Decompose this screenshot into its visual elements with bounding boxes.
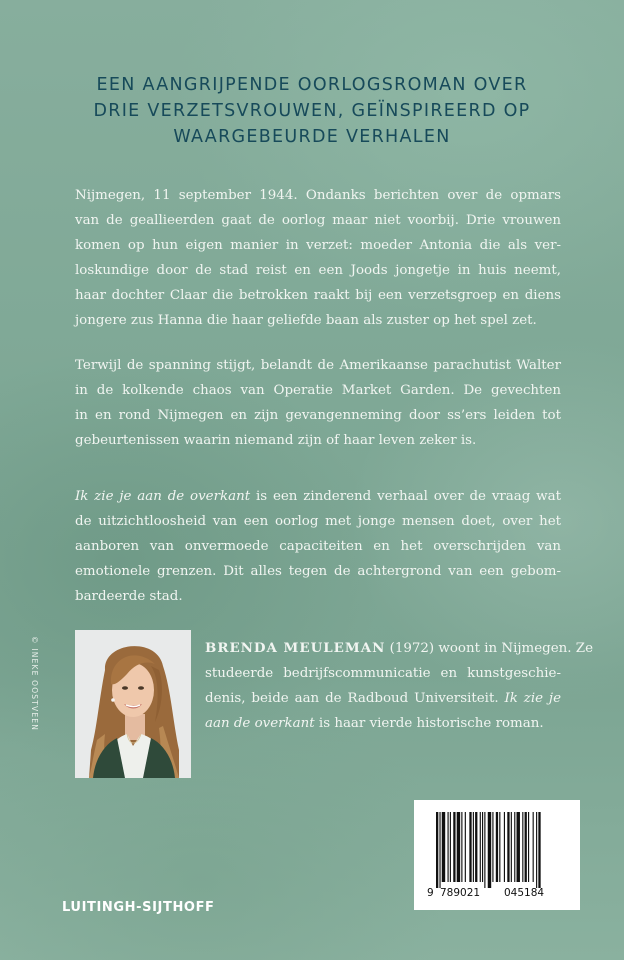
- barcode-bar: [448, 812, 449, 882]
- photo-credit: [27, 636, 41, 786]
- blurb-paragraph-1: [75, 183, 561, 333]
- tagline-line: DRIE VERZETSVROUWEN, GEÏNSPIREERD OP: [93, 101, 531, 121]
- barcode-bar: [528, 812, 529, 882]
- barcode-bar: [436, 812, 438, 888]
- barcode-bar: [533, 812, 534, 882]
- bio-line: studeerde bedrijfscommunicatie en kunstgeschie-: [205, 666, 561, 681]
- book-title: Ik zie je: [504, 691, 561, 706]
- barcode-bar: [473, 812, 474, 882]
- bio-line: [205, 636, 594, 661]
- blurb-line: [75, 484, 561, 509]
- blurb-line: de uitzichtloosheid van een oorlog met jonge mensen doet, over het: [75, 514, 561, 529]
- author-portrait-image: [75, 630, 191, 778]
- barcode-bar: [488, 812, 491, 888]
- barcode-bar: [457, 812, 460, 882]
- isbn-group-2: 045184: [504, 887, 545, 899]
- barcode-bar: [514, 812, 515, 882]
- barcode-bar: [442, 812, 445, 882]
- blurb-line: haar dochter Claar die betrokken raakt bij een verzetsgroep en diens: [75, 288, 561, 303]
- isbn-lead-digit: 9: [427, 887, 434, 899]
- blurb-line: loskundige door de stad reist en een Joods jongetje in huis neemt,: [75, 263, 561, 278]
- blurb-line: Terwijl de spanning stijgt, belandt de Amerikaanse parachutist Walter: [75, 358, 561, 373]
- barcode-bar: [504, 812, 505, 882]
- blurb-line: van de geallieerden gaat de oorlog maar niet voorbij. Drie vrouwen: [75, 213, 561, 228]
- blurb-line: in en rond Nijmegen en zijn gevangenneming door ss’ers leiden tot: [75, 408, 561, 423]
- book-title: Ik zie je aan de overkant: [75, 489, 251, 504]
- barcode-bar: [492, 812, 493, 882]
- tagline-line: EEN AANGRIJPENDE OORLOGSROMAN OVER: [96, 75, 528, 95]
- author-photo: [75, 630, 191, 778]
- author-name: BRENDA MEULEMAN: [205, 640, 386, 656]
- blurb-text: is een zinderend verhaal over de vraag wat: [250, 489, 561, 504]
- barcode-bar: [517, 812, 520, 882]
- tagline: [40, 72, 584, 150]
- blurb-line: jongere zus Hanna die haar geliefde baan als zuster op het spel zet.: [75, 313, 537, 328]
- barcode-bar: [475, 812, 477, 882]
- barcode-bar: [469, 812, 471, 882]
- blurb-line: bardeerde stad.: [75, 589, 183, 604]
- barcode-bar: [484, 812, 485, 888]
- barcode-bar: [439, 812, 440, 888]
- blurb-line: komen op hun eigen manier in verzet: moeder Antonia die als ver-: [75, 238, 561, 253]
- blurb-line: emotionele grenzen. Dit alles tegen de achtergrond van een gebom-: [75, 564, 561, 579]
- bio-line: [205, 711, 561, 736]
- barcode-bar: [480, 812, 481, 882]
- blurb-paragraph-2: [75, 353, 561, 453]
- bio-text: denis, beide aan de Radboud Universiteit.: [205, 691, 505, 706]
- barcode-bar: [536, 812, 537, 888]
- barcode-bar: [465, 812, 466, 882]
- isbn-barcode: [414, 800, 580, 910]
- barcode-bar: [482, 812, 483, 882]
- barcode-bar: [450, 812, 451, 882]
- bio-line: [205, 686, 561, 711]
- barcode-bar: [461, 812, 462, 882]
- blurb-line: gebeurtenissen waarin niemand zijn of haar leven zeker is.: [75, 433, 477, 448]
- barcode-bar: [522, 812, 523, 882]
- book-title: aan de overkant: [205, 716, 315, 731]
- tagline-line: WAARGEBEURDE VERHALEN: [173, 127, 451, 147]
- barcode-bar: [525, 812, 527, 882]
- barcode-bar: [507, 812, 509, 882]
- publisher-logo: LUITINGH-SIJTHOFF: [62, 900, 215, 915]
- bio-text: (1972) woont in Nijmegen. Ze: [385, 641, 594, 656]
- barcode-bar: [453, 812, 455, 882]
- blurb-paragraph-3: [75, 484, 561, 609]
- bio-text: is haar vierde historische roman.: [314, 716, 544, 731]
- blurb-line: in de kolkende chaos van Operatie Market Garden. De gevechten: [75, 383, 561, 398]
- barcode-icon: [426, 812, 568, 900]
- barcode-bar: [538, 812, 540, 888]
- barcode-bar: [496, 812, 498, 882]
- barcode-bar: [511, 812, 512, 882]
- photo-credit-text: © INEKE OOSTVEEN: [30, 636, 39, 732]
- author-bio: [205, 636, 594, 736]
- blurb-line: Nijmegen, 11 september 1944. Ondanks berichten over de opmars: [75, 188, 561, 203]
- blurb-line: aanboren van onvermoede capaciteiten en het overschrijden van: [75, 539, 561, 554]
- barcode-bar: [499, 812, 500, 882]
- isbn-group-1: 789021: [440, 887, 481, 899]
